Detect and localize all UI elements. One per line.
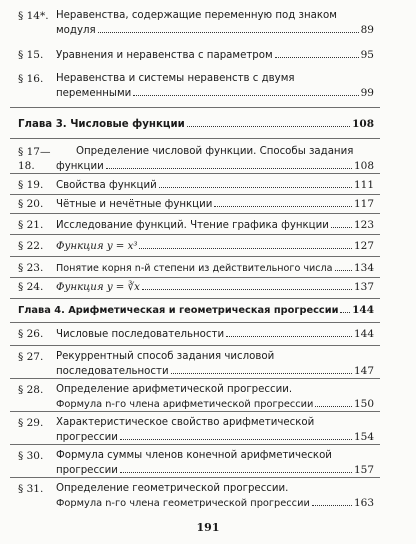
section-number: § 24.	[18, 281, 44, 293]
leader-dots	[226, 336, 352, 337]
page-ref: 108	[353, 160, 374, 172]
separator-line	[10, 345, 380, 346]
page-number: 191	[196, 521, 220, 534]
leader-dots	[139, 248, 352, 249]
page-ref: 127	[353, 240, 374, 252]
leader-dots	[187, 126, 350, 127]
entry-title-line1: Определение числовой функции. Способы задания	[76, 146, 354, 157]
separator-line	[10, 322, 380, 323]
entry-title-line2: прогрессии	[56, 432, 118, 443]
entry-title-line2: функции	[56, 161, 104, 172]
entry-title: Уравнения и неравенства с параметром	[56, 50, 273, 61]
entry-title-line2: модуля	[56, 25, 96, 36]
toc-chapter-3[interactable]	[18, 117, 374, 132]
entry-title-line1: Определение арифметической прогрессии.	[56, 384, 293, 395]
entry-title-line2: переменными	[56, 88, 132, 99]
section-number: § 27.	[18, 351, 44, 363]
section-number: § 16.	[18, 73, 44, 85]
page-ref: 163	[353, 497, 374, 509]
leader-dots	[275, 57, 359, 58]
separator-line	[10, 234, 380, 235]
page-ref: 150	[353, 398, 374, 410]
section-number: § 21.	[18, 219, 44, 231]
separator-line	[10, 107, 380, 108]
toc-chapter-4[interactable]	[18, 303, 374, 318]
page-ref: 137	[353, 281, 374, 293]
entry-title: Свойства функций	[56, 180, 157, 191]
page-ref: 157	[353, 464, 374, 476]
separator-line	[10, 173, 380, 174]
chapter-title: Глава 4. Арифметическая и геометрическая прогрессии	[18, 305, 339, 316]
leader-dots	[331, 227, 352, 228]
entry-title-line2: последовательности	[56, 366, 169, 377]
leader-dots	[98, 32, 359, 33]
separator-line	[10, 411, 380, 412]
page-ref: 89	[360, 24, 374, 36]
section-number: § 20.	[18, 198, 44, 210]
page-ref: 111	[353, 179, 374, 191]
leader-dots	[106, 168, 352, 169]
leader-dots	[120, 439, 352, 440]
entry-title-line2: Формула n-го члена геометрической прогрессии	[56, 498, 310, 509]
entry-title: Числовые последовательности	[56, 329, 225, 340]
separator-line	[10, 444, 380, 445]
section-number: § 23.	[18, 262, 44, 274]
entry-title: Функция y = x³	[56, 241, 138, 252]
page-ref: 95	[360, 49, 374, 61]
separator-line	[10, 194, 380, 195]
leader-dots	[159, 187, 352, 188]
section-number: § 31.	[18, 483, 44, 495]
page-ref: 144	[353, 328, 374, 340]
leader-dots	[120, 472, 352, 473]
page-ref: 134	[353, 262, 374, 274]
section-number: § 19.	[18, 179, 44, 191]
entry-title-line2: Формула n-го члена арифметической прогрессии	[56, 399, 314, 410]
page-ref: 147	[353, 365, 374, 377]
entry-title-line1: Формула суммы членов конечной арифметической	[56, 450, 332, 461]
entry-title: Чётные и нечётные функции	[56, 199, 213, 210]
page-ref: 154	[353, 431, 374, 443]
separator-line	[10, 378, 380, 379]
entry-title: Функция y = ∛x	[56, 282, 140, 293]
entry-title-line1: Рекуррентный способ задания числовой	[56, 351, 275, 362]
leader-dots	[142, 289, 352, 290]
section-number: § 26.	[18, 328, 44, 340]
section-number: § 29.	[18, 417, 44, 429]
leader-dots	[171, 373, 352, 374]
separator-line	[10, 477, 380, 478]
separator-line	[10, 138, 380, 139]
page-ref: 108	[352, 118, 374, 130]
page-ref: 144	[352, 304, 374, 316]
section-number: § 28.	[18, 384, 44, 396]
leader-dots	[315, 406, 352, 407]
entry-title-line1: Неравенства и системы неравенств с двумя	[56, 73, 295, 84]
section-number: § 14*.	[18, 10, 49, 22]
entry-title-line1: Определение геометрической прогрессии.	[56, 483, 289, 494]
separator-line	[10, 213, 380, 214]
page-ref: 117	[353, 198, 374, 210]
section-number: § 30.	[18, 450, 44, 462]
entry-title-line1: Характеристическое свойство арифметической	[56, 417, 315, 428]
page-ref: 123	[353, 219, 374, 231]
entry-title: Понятие корня n-й степени из действительного числа	[56, 263, 333, 274]
entry-title-line1: Неравенства, содержащие переменную под знаком	[56, 10, 337, 21]
section-number: § 22.	[18, 240, 44, 252]
separator-line	[10, 277, 380, 278]
separator-line	[10, 256, 380, 257]
leader-dots	[335, 270, 352, 271]
section-number: § 15.	[18, 49, 44, 61]
separator-line	[10, 298, 380, 299]
chapter-title: Глава 3. Числовые функции	[18, 119, 185, 130]
leader-dots	[312, 505, 352, 506]
page-ref: 99	[360, 87, 374, 99]
leader-dots	[133, 95, 358, 96]
leader-dots	[214, 206, 352, 207]
section-number: § 17—18.	[18, 146, 51, 172]
entry-title-line2: прогрессии	[56, 465, 118, 476]
leader-dots	[340, 312, 350, 313]
entry-title: Исследование функций. Чтение графика функции	[56, 220, 329, 231]
